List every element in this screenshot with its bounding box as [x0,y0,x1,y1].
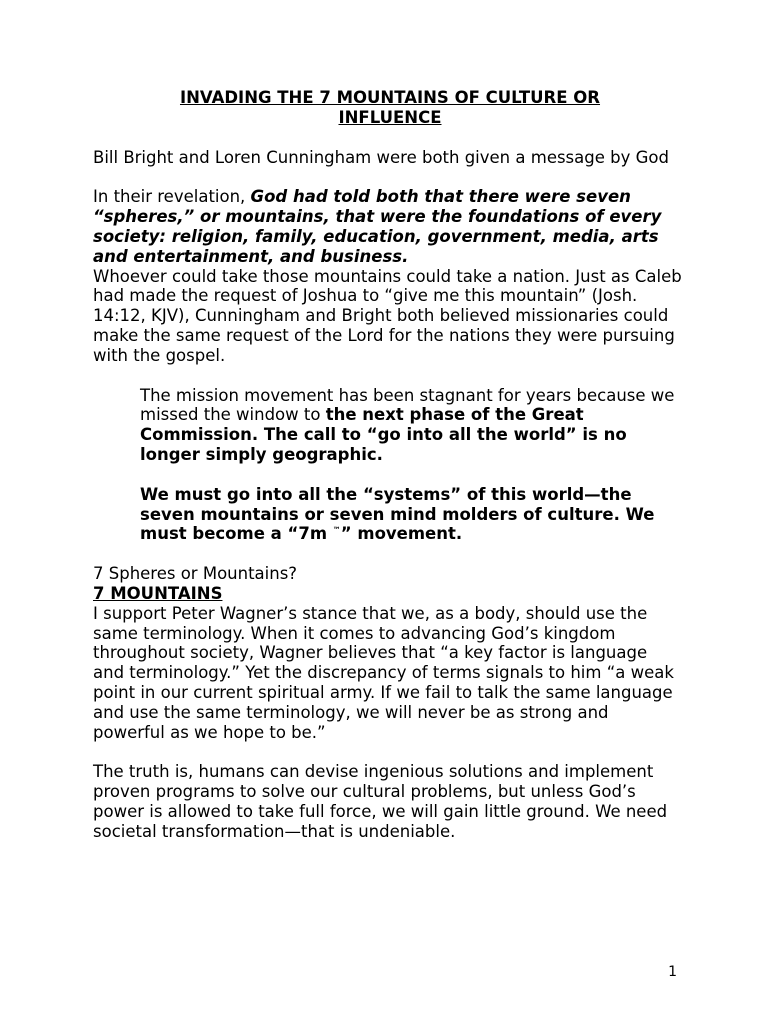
caleb-paragraph: Whoever could take those mountains could take a nation. Just as Caleb had made the request of Joshua to “give me this mountain” (Josh. 14:12, KJV), Cunningham and Bright both believed missionaries could make the same request of the Lord for the nations they were pursuing with the gospel. [93,266,682,365]
title-line-2: INFLUENCE [338,107,442,127]
spacer [93,465,683,485]
document-page [93,88,683,842]
wagner-paragraph: I support Peter Wagner’s stance that we, as a body, should use the same terminology. When it comes to advancing God’s kingdom throughout society, Wagner believes that “a key factor is language and terminology.” Yet the discrepancy of terms signals to him “a weak point in our current spiritual army. If we fail to talk the same language and use the same terminology, we will never be as strong and powerful as we hope to be.” [93,603,674,742]
block-quote-1 [140,386,685,465]
quote2-start: We must go into all the “systems” of this world—the seven mountains or seven mind molders of culture. We must become a “7m [140,484,655,544]
spacer [93,128,683,148]
intro-paragraph: Bill Bright and Loren Cunningham were both given a message by God [93,147,669,167]
spacer [93,544,683,564]
title-line-1: INVADING THE 7 MOUNTAINS OF CULTURE OR [179,88,601,107]
document-title [93,88,683,128]
quote2-end: ” movement. [340,524,463,544]
quote1-plain: The mission movement has been stagnant for years because we missed the window to [140,385,675,425]
page-number: 1 [668,964,677,980]
revelation-lead: In their revelation, [93,187,251,207]
truth-paragraph: The truth is, humans can devise ingenious solutions and implement proven programs to solve our cultural problems, but unless God’s power is allowed to take full force, we will gain little ground. We need societal transformation—that is undeniable. [93,762,668,841]
spacer [93,167,683,187]
revelation-paragraph [93,187,683,266]
block-quote-2 [140,485,685,544]
spheres-question: 7 Spheres or Mountains? [93,564,298,584]
revelation-emphasis: God had told both that there were seven “spheres,” or mountains, that were the foundations of every society: religion, family, education, government, media, arts and entertainment, and business. [93,187,662,266]
spacer [93,742,683,762]
trademark-symbol: ™ [332,525,341,535]
quote1-bold: the next phase of the Great Commission. The call to “go into all the world” is no longer simply geographic. [140,405,627,464]
mountains-heading: 7 MOUNTAINS [93,583,223,603]
spacer [93,366,683,386]
